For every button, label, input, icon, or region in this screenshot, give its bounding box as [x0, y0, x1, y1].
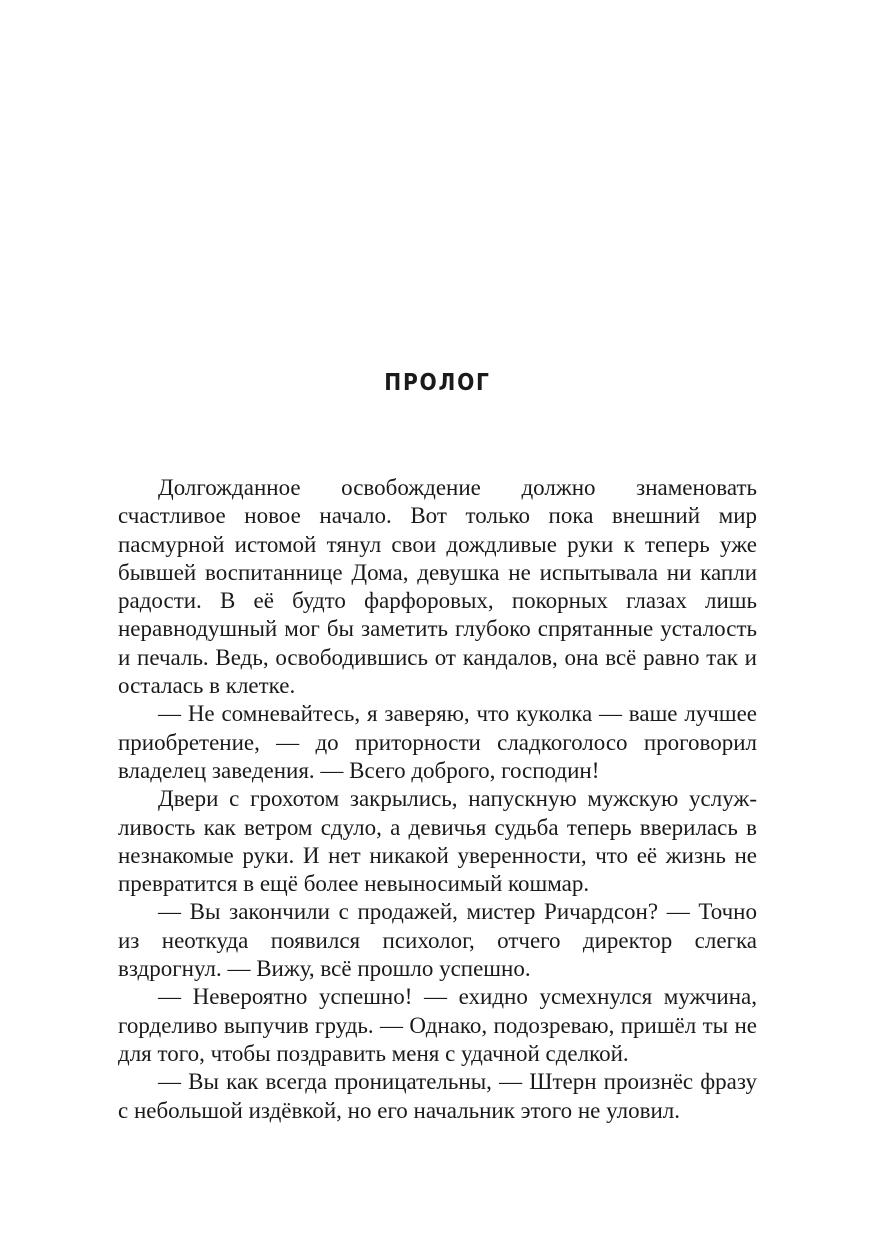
paragraph: — Не сомневайтесь, я заверяю, что куколка — ваше лучшее приобретение, — до приторности сладкоголосо проговорил владелец заведения. — Всего доброго, господин! — [118, 701, 757, 783]
chapter-body — [118, 474, 757, 1125]
paragraph: Двери с грохотом закрылись, напускную мужскую услужливость как ветром сдуло, а девичья судьба теперь вверилась в незнакомые руки. И нет никакой уверенности, что её жизнь не превратится в ещё более невыносимый кошмар. — [118, 786, 757, 897]
paragraph: — Вы закончили с продажей, мистер Ричардсон? — Точно из неоткуда появился психолог, отчего директор слегка вздрогнул. — Вижу, всё прошло успешно. — [118, 899, 757, 982]
paragraph: — Невероятно успешно! — ехидно усмехнулся мужчина, горделиво выпучив грудь. — Однако, подозреваю, пришёл ты не для того, чтобы поздравить меня с удачной сделкой. — [118, 984, 757, 1066]
chapter-title: ПРОЛОГ — [384, 370, 491, 397]
paragraph: — Вы как всегда проницательны, — Штерн произнёс фразу с небольшой издёвкой, но его начальник этого не уловил. — [118, 1069, 757, 1123]
paragraph: Долгожданное освобождение должно знаменовать счастливое новое начало. Вот только пока внешний мир пасмурной истомой тянул свои дождливые руки к теперь уже бывшей воспитаннице Дома, девушка не испытывала ни капли радости. В её будто фарфоровых, покорных глазах лишь неравнодушный мог бы заметить глубоко спрятанные усталость и печаль. Ведь, освободившись от кандалов, она всё равно так и осталась в клетке. — [118, 475, 757, 699]
